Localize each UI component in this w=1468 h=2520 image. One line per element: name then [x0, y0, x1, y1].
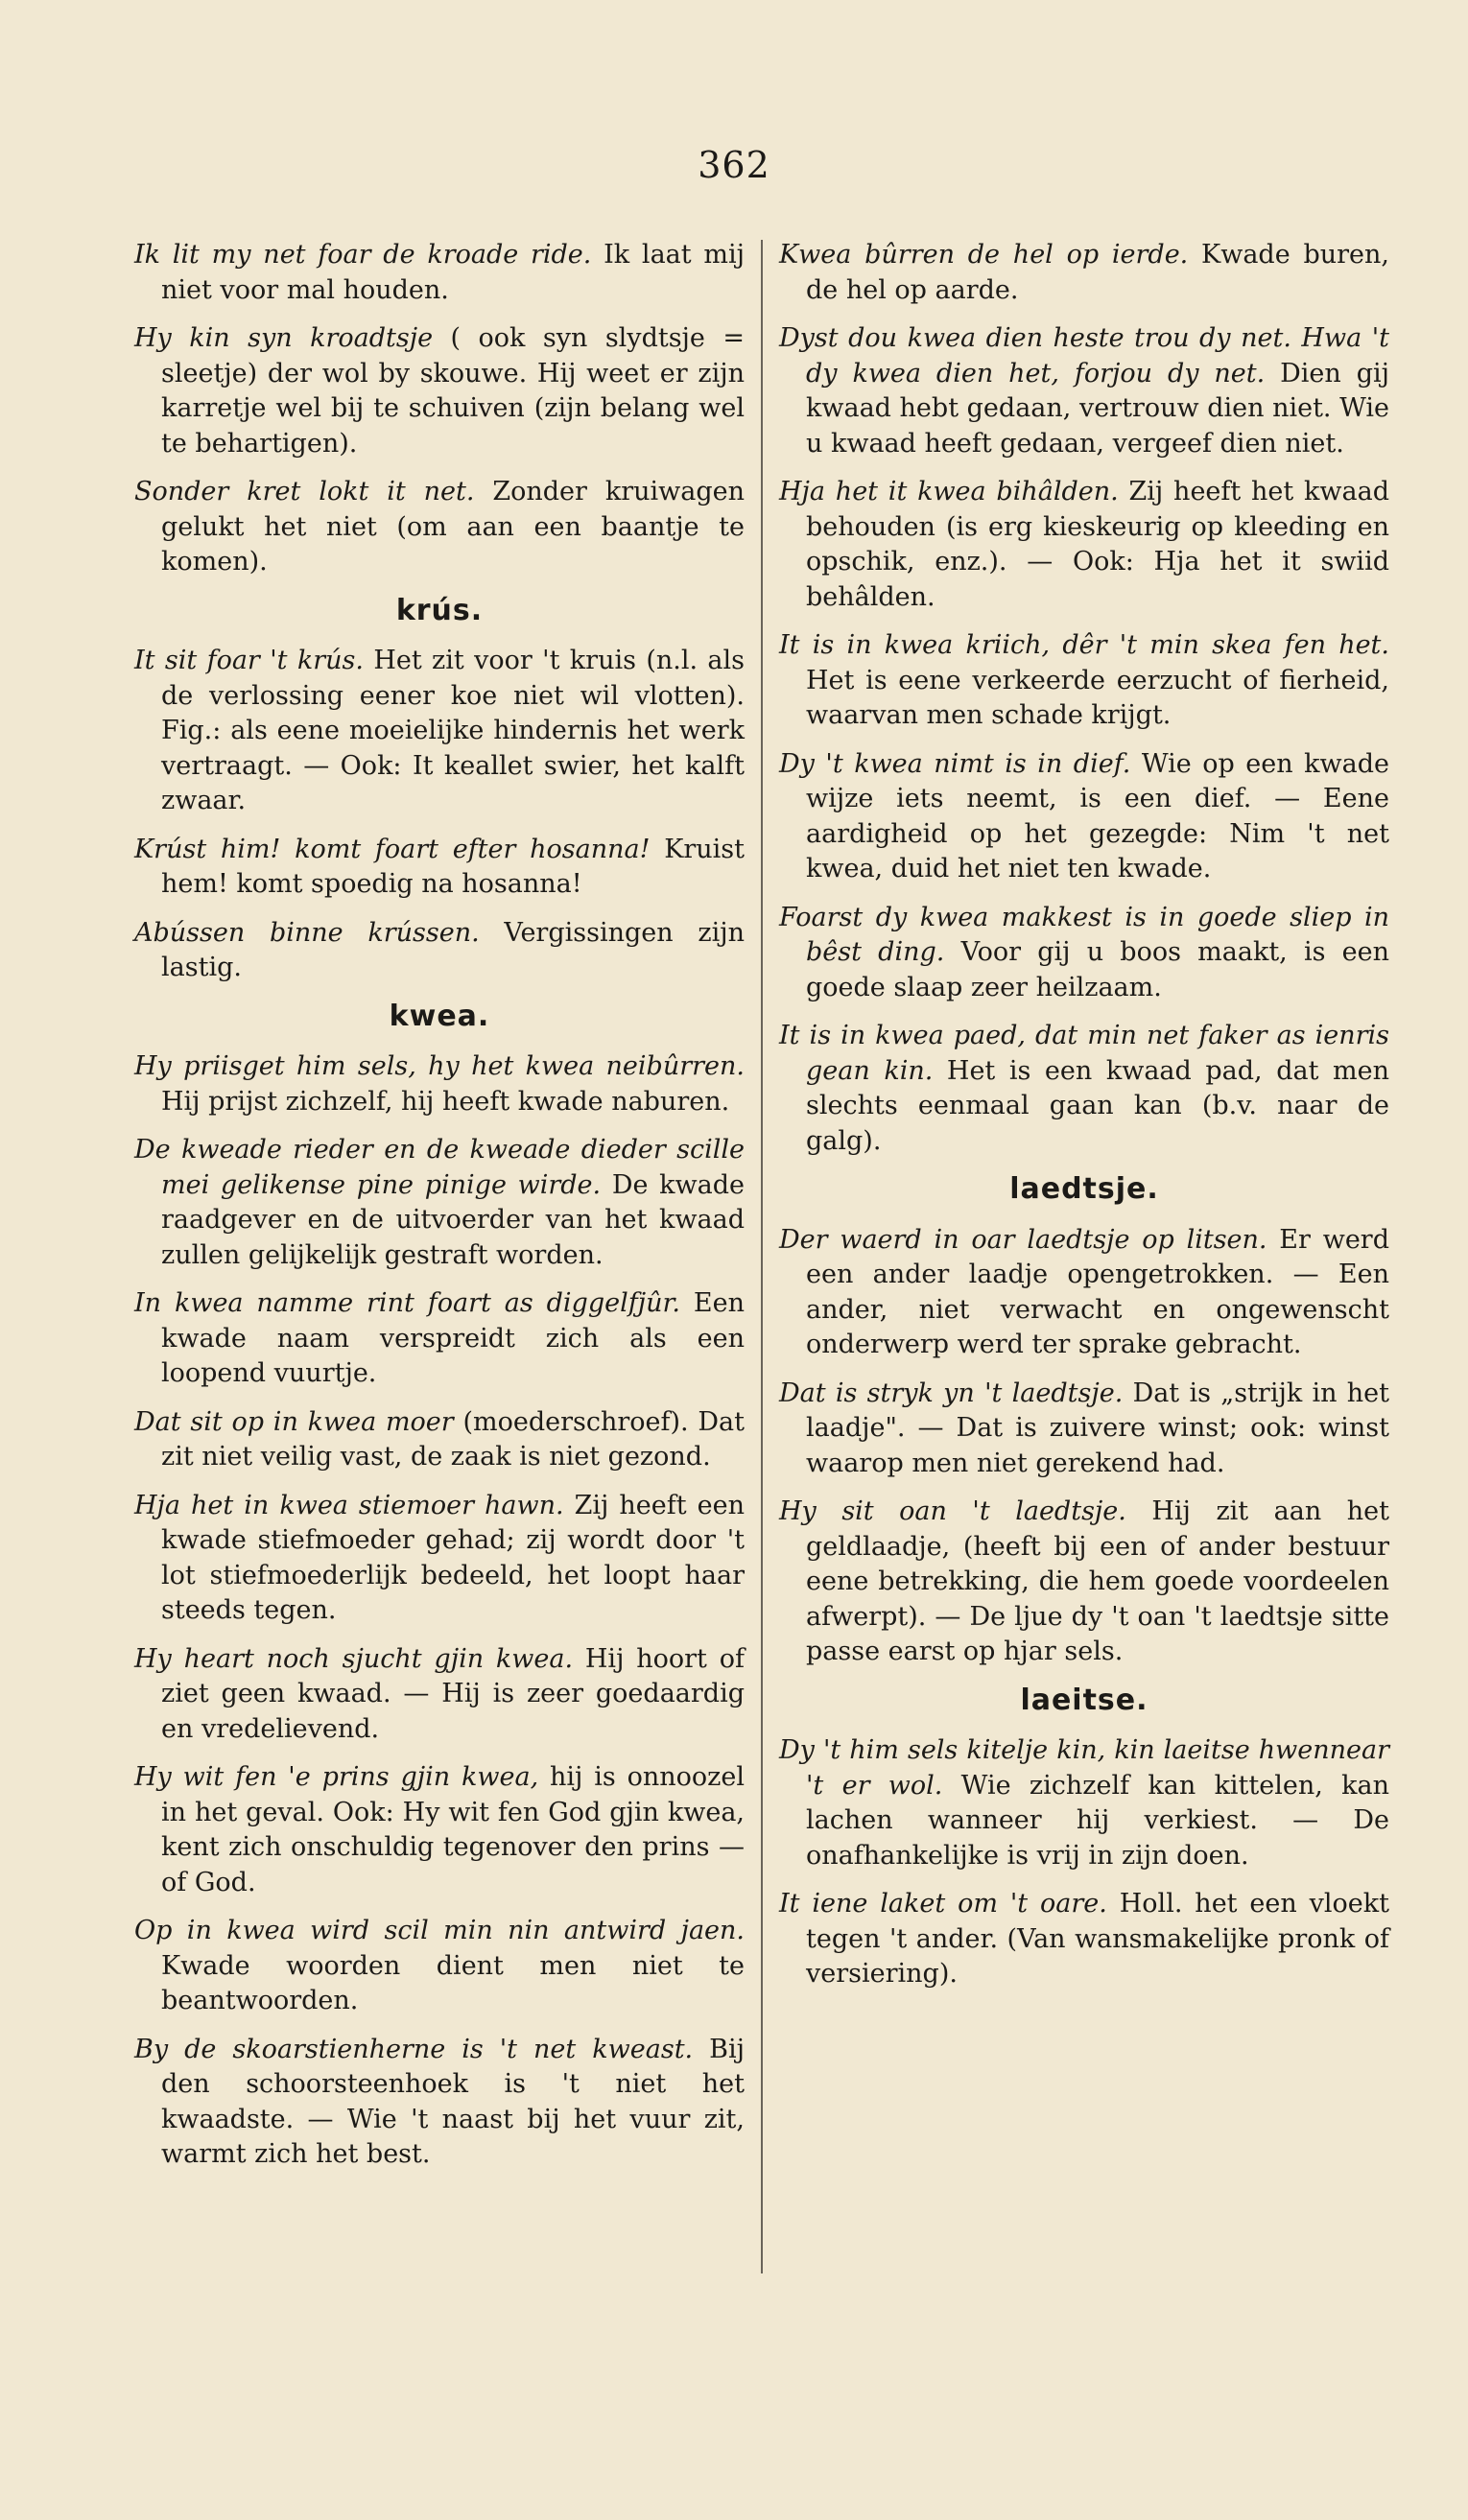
- dutch-translation: Kruist hem! komt spoedig na hosanna!: [161, 834, 745, 899]
- frisian-phrase: Dyst dou kwea dien heste trou dy net. Hwa 't dy kwea dien het, forjou dy net.: [779, 323, 1389, 389]
- proverb-entry: [134, 238, 745, 308]
- dutch-translation: Het is een kwaad pad, dat men slechts eenmaal gaan kan (b.v. naar de galg).: [806, 1055, 1389, 1156]
- headword: laeitse.: [1020, 1683, 1148, 1717]
- frisian-phrase: Foarst dy kwea makkest is in goede sliep in bêst ding.: [779, 902, 1389, 967]
- proverb-entry: [779, 475, 1389, 615]
- frisian-phrase: Hja het it kwea bihâlden.: [779, 477, 1119, 506]
- frisian-phrase: Op in kwea wird scil min nin antwird jaen.: [134, 1916, 745, 1945]
- dutch-translation: Het zit voor 't kruis (n.l. als de verlossing eener koe niet wil vlotten). Fig.: als eene moeielijke hindernis het werk vertraagt. — Ook: It keallet swier, het kalft zwaar.: [161, 646, 745, 815]
- proverb-entry: [134, 1760, 745, 1900]
- frisian-phrase: Dy 't kwea nimt is in dief.: [779, 748, 1131, 779]
- dutch-translation: Er werd een ander laadje opengetrokken. — Een ander, niet verwacht en ongewenscht onderwerp werd ter sprake gebracht.: [806, 1224, 1389, 1359]
- proverb-entry: [134, 321, 745, 461]
- column-divider: [761, 240, 763, 2273]
- frisian-phrase: It iene laket om 't oare.: [779, 1889, 1107, 1919]
- proverb-entry: [779, 901, 1389, 1006]
- dutch-translation: Het is eene verkeerde eerzucht of fierheid, waarvan men schade krijgt.: [806, 665, 1389, 730]
- proverb-entry: [779, 1495, 1389, 1670]
- frisian-phrase: De kweade rieder en de kweade dieder scille mei gelikense pine pinige wirde.: [134, 1135, 745, 1200]
- frisian-phrase: Dat sit op in kwea moer: [134, 1406, 454, 1437]
- proverb-entry: [134, 916, 745, 986]
- left-column: [134, 238, 745, 2186]
- frisian-phrase: Dy 't him sels kitelje kin, kin laeitse hwennear 't er wol.: [779, 1735, 1389, 1801]
- dutch-translation: ( ook syn slydtsje = sleetje) der wol by skouwe. Hij weet er zijn karretje wel bij te schuiven (zijn belang wel te behartigen).: [161, 323, 745, 459]
- dutch-translation: Voor gij u boos maakt, is een goede slaap zeer heilzaam.: [806, 937, 1389, 1002]
- frisian-phrase: It is in kwea paed, dat min net faker as ienris gean kin.: [779, 1021, 1389, 1086]
- dutch-translation: Een kwade naam verspreidt zich als een loopend vuurtje.: [161, 1288, 745, 1388]
- frisian-phrase: By de skoarstienherne is 't net kweast.: [134, 2034, 694, 2064]
- frisian-phrase: Hy sit oan 't laedtsje.: [779, 1496, 1126, 1526]
- dutch-translation: Zonder kruiwagen gelukt het niet (om aan een baantje te komen).: [161, 477, 746, 577]
- frisian-phrase: Dat is stryk yn 't laedtsje.: [779, 1378, 1124, 1408]
- proverb-entry: [779, 1887, 1389, 1992]
- frisian-phrase: Der waerd in oar laedtsje op litsen.: [779, 1224, 1267, 1255]
- frisian-phrase: Hy wit fen 'e prins gjin kwea,: [134, 1762, 539, 1792]
- dutch-translation: Hij hoort of ziet geen kwaad. — Hij is zeer goedaardig en vredelievend.: [161, 1643, 745, 1744]
- proverb-entry: [779, 238, 1389, 308]
- proverb-entry: [134, 1489, 745, 1629]
- frisian-phrase: Krúst him! komt foart efter hosanna!: [134, 834, 651, 864]
- dutch-translation: Ik laat mij niet voor mal houden.: [161, 240, 745, 305]
- frisian-phrase: Hy priisget him sels, hy het kwea neibûrren.: [134, 1051, 745, 1081]
- dutch-translation: hij is onnoozel in het geval. Ook: Hy wit fen God gjin kwea, kent zich onschuldig tegenover den prins — of God.: [161, 1762, 745, 1897]
- dutch-translation: Zij heeft een kwade stiefmoeder gehad; zij wordt door 't lot stiefmoederlijk bedeeld, het loopt haar steeds tegen.: [161, 1490, 745, 1625]
- dutch-translation: Wie op een kwade wijze iets neemt, is een dief. — Eene aardigheid op het gezegde: Nim 't net kwea, duid het niet ten kwade.: [806, 748, 1389, 883]
- frisian-phrase: Sonder kret lokt it net.: [134, 477, 475, 506]
- frisian-phrase: It sit foar 't krús.: [134, 646, 364, 675]
- frisian-phrase: Ik lit my net foar de kroade ride.: [134, 240, 592, 270]
- headword: kwea.: [389, 999, 490, 1033]
- proverb-entry: [779, 1733, 1389, 1873]
- dutch-translation: Zij heeft het kwaad behouden (is erg kieskeurig op kleeding en opschik, enz.). — Ook: Hja het it swiid behâlden.: [806, 477, 1389, 612]
- dutch-translation: Dat is „strijk in het laadje". — Dat is zuivere winst; ook: winst waarop men niet gerekend had.: [806, 1378, 1389, 1478]
- frisian-phrase: Kwea bûrren de hel op ierde.: [779, 240, 1189, 270]
- dutch-translation: De kwade raadgever en de uitvoerder van het kwaad zullen gelijkelijk gestraft worden.: [161, 1169, 745, 1270]
- frisian-phrase: It is in kwea kriich, dêr 't min skea fen het.: [779, 630, 1389, 660]
- proverb-entry: [134, 1405, 745, 1475]
- proverb-entry: [134, 1642, 745, 1748]
- dutch-translation: Holl. het een vloekt tegen 't ander. (Van wansmakelijke pronk of versiering).: [806, 1889, 1389, 1989]
- proverb-entry: [134, 1286, 745, 1392]
- headword: laedtsje.: [1009, 1172, 1159, 1206]
- frisian-phrase: Hy kin syn kroadtsje: [134, 323, 434, 353]
- right-column: [779, 238, 1389, 2006]
- frisian-phrase: Hja het in kwea stiemoer hawn.: [134, 1490, 564, 1520]
- dutch-translation: Dien gij kwaad hebt gedaan, vertrouw dien niet. Wie u kwaad heeft gedaan, vergeef dien niet.: [806, 358, 1389, 459]
- proverb-entry: [779, 1223, 1389, 1363]
- proverb-entry: [134, 1049, 745, 1119]
- dutch-translation: Kwade woorden dient men niet te beantwoorden.: [161, 1950, 745, 2015]
- frisian-phrase: In kwea namme rint foart as diggelfjûr.: [134, 1288, 680, 1318]
- proverb-entry: [779, 1377, 1389, 1482]
- dutch-translation: Wie zichzelf kan kittelen, kan lachen wanneer hij verkiest. — De onafhankelijke is vrij in zijn doen.: [806, 1770, 1389, 1871]
- proverb-entry: [134, 2033, 745, 2173]
- proverb-entry: [134, 833, 745, 903]
- dutch-translation: Hij zit aan het geldlaadje, (heeft bij een of ander bestuur eene betrekking, die hem goede voordeelen afwerpt). — De ljue dy 't oan 't laedtsje sitte passe earst op hjar sels.: [806, 1496, 1389, 1666]
- frisian-phrase: Hy heart noch sjucht gjin kwea.: [134, 1643, 574, 1674]
- proverb-entry: [779, 321, 1389, 461]
- dutch-translation: Kwade buren, de hel op aarde.: [806, 240, 1389, 305]
- proverb-entry: [134, 1133, 745, 1273]
- proverb-entry: [134, 475, 745, 580]
- frisian-phrase: Abússen binne krússen.: [134, 917, 480, 948]
- proverb-entry: [134, 1914, 745, 2019]
- proverb-entry: [779, 747, 1389, 887]
- headword: krús.: [395, 593, 484, 627]
- proverb-entry: [134, 644, 745, 819]
- page-number: 362: [698, 144, 770, 186]
- dutch-translation: Hij prijst zichzelf, hij heeft kwade naburen.: [161, 1086, 730, 1117]
- dutch-translation: Vergissingen zijn lastig.: [161, 917, 745, 982]
- proverb-entry: [779, 628, 1389, 734]
- dutch-translation: Bij den schoorsteenhoek is 't niet het kwaadste. — Wie 't naast bij het vuur zit, warmt zich het best.: [161, 2034, 745, 2169]
- proverb-entry: [779, 1019, 1389, 1159]
- dutch-translation: (moederschroef). Dat zit niet veilig vast, de zaak is niet gezond.: [161, 1406, 745, 1472]
